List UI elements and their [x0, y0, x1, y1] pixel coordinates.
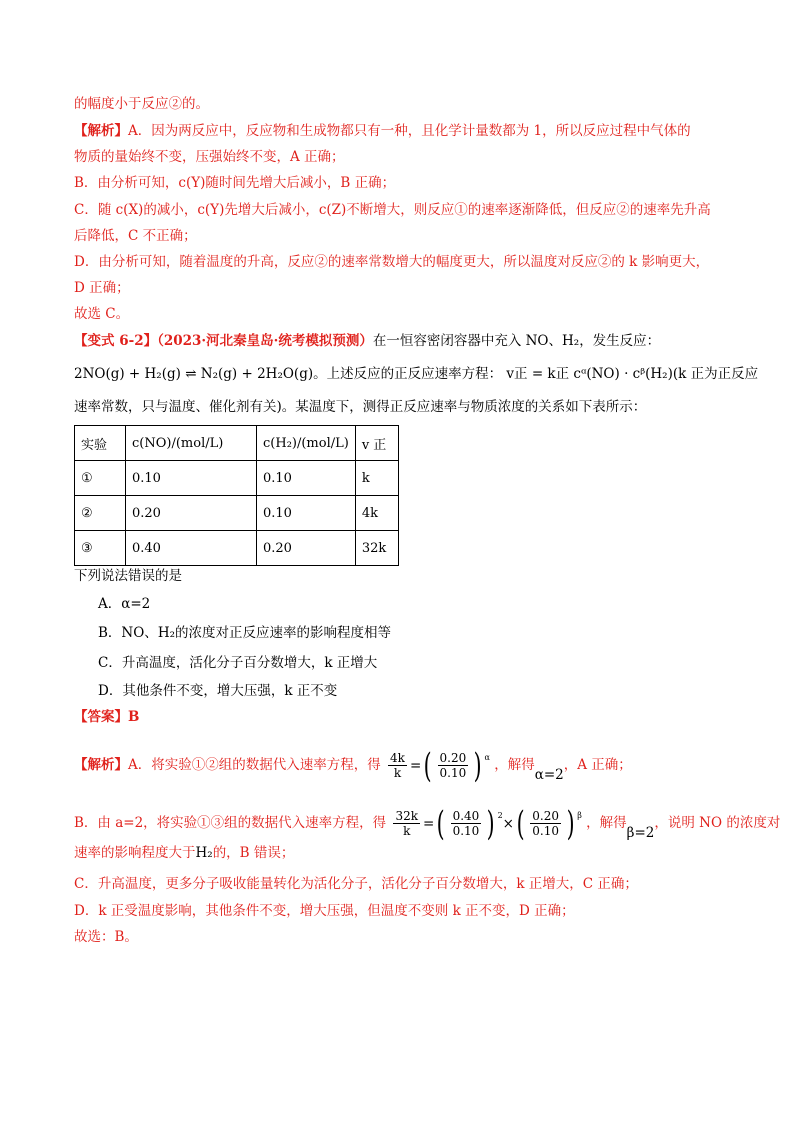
option-text: B．NO、: [98, 625, 158, 641]
table-header-row: [75, 426, 399, 461]
analysis-line: [74, 121, 691, 141]
option-d: D．其他条件不变，增大压强，k 正不变: [98, 683, 338, 699]
text-line: 速率常数，只与温度、催化剂有关)。某温度下，测得正反应速率与物质浓度的关系如下表所示：: [74, 399, 647, 415]
table-cell: 0.20: [257, 531, 356, 566]
table-header: c(H₂)/(mol/L): [257, 426, 356, 461]
fraction-denominator: 0.10: [439, 766, 467, 780]
result-value: α=2: [534, 767, 564, 783]
table-header: c(NO)/(mol/L): [126, 426, 257, 461]
text-line: 后降低，C 不正确；: [74, 228, 197, 244]
question-stem: 下列说法错误的是: [74, 568, 182, 584]
fraction-numerator: 32k: [395, 809, 419, 823]
fraction-numerator: 0.40: [452, 809, 480, 823]
exponent: α: [484, 752, 490, 762]
h2-formula: H₂: [157, 625, 175, 641]
fraction-denominator: 0.10: [452, 824, 480, 838]
question-text: 。上述反应的正反应速率方程：: [313, 366, 503, 382]
variant-source: （2023·河北秦皇岛·统考模拟预测）: [157, 333, 373, 349]
table-row: [75, 531, 399, 566]
table-cell: ①: [75, 461, 126, 496]
table-header: v 正: [355, 426, 398, 461]
equation-b: $\frac{32k}{k}$ = ( $\frac{0.40}{0.10}$ ) 2 × ( $\frac{0.20}{0.10}$ ) β: [390, 794, 581, 854]
table-cell: 0.10: [257, 496, 356, 531]
answer-value: B: [128, 709, 140, 725]
text-line: D．由分析可知，随着温度的升高，反应②的速率常数增大的幅度更大，所以温度对反应②的 k 影响更大，: [74, 254, 710, 270]
table-cell: 0.10: [126, 461, 257, 496]
table-cell: k: [355, 461, 398, 496]
fraction-numerator: 4k: [390, 751, 405, 765]
variant-label: 【变式 6-2】: [74, 333, 158, 349]
text-line: 故选：B。: [74, 929, 138, 945]
analysis-text: B．由 a=2，将实验①③组的数据代入速率方程，得: [74, 815, 387, 831]
text-line: 故选 C。: [74, 306, 130, 322]
table-cell: 4k: [355, 496, 398, 531]
analysis-text: ，解得: [586, 815, 627, 831]
text-line: B．由分析可知，c(Y)随时间先增大后减小，B 正确；: [74, 175, 396, 191]
question-text: ，发生反应：: [579, 333, 661, 349]
reaction-line: [74, 364, 758, 384]
fraction-denominator: k: [393, 766, 402, 780]
text-line: C．随 c(X)的减小，c(Y)先增大后减小，c(Z)不断增大，则反应①的速率逐渐降低，但反应②的速率先升高: [74, 202, 711, 218]
text-line: C．升高温度，更多分子吸收能量转化为活化分子，活化分子百分数增大，k 正增大，C 正确；: [74, 876, 638, 892]
equation-a: $\frac{4k}{k}$ = ( $\frac{0.20}{0.10}$ ) α: [385, 736, 490, 796]
question-text: 在一恒容密闭容器中充入 NO、: [372, 333, 562, 349]
rate-equation: v正 = k正 cᵅ(NO) · cᵝ(H₂): [506, 366, 673, 382]
analysis-text: A．将实验①②组的数据代入速率方程，得: [128, 757, 381, 773]
fraction-denominator: 0.10: [532, 824, 559, 838]
equals-sign: =: [409, 757, 422, 774]
option-text: 的浓度对正反应速率的影响程度相等: [175, 625, 391, 641]
h2-formula: H₂: [562, 333, 580, 349]
analysis-text: ，解得: [494, 757, 535, 773]
text-line: D 正确；: [74, 280, 130, 296]
analysis-label: 【解析】: [74, 757, 128, 773]
text-line: D．k 正受温度影响，其他条件不变，增大压强，但温度不变则 k 正不变，D 正确；: [74, 903, 575, 919]
analysis-text: ，A 正确；: [563, 757, 632, 773]
table-cell: ③: [75, 531, 126, 566]
analysis-label: 【解析】: [74, 123, 128, 139]
analysis-text: A．因为两反应中，反应物和生成物都只有一种，且化学计量数都为 1，所以反应过程中气体的: [128, 123, 691, 139]
table-cell: 0.40: [126, 531, 257, 566]
analysis-a-line: [74, 735, 632, 795]
option-b: [98, 623, 391, 643]
table-header: 实验: [75, 426, 126, 461]
text-line: 物质的量始终不变，压强始终不变，A 正确；: [74, 149, 345, 165]
fraction-denominator: k: [403, 824, 411, 838]
answer-label: 【答案】: [74, 709, 128, 725]
table-cell: 0.20: [126, 496, 257, 531]
analysis-b-line2: [74, 843, 294, 863]
exponent: β: [577, 810, 582, 820]
answer-line: [74, 707, 139, 727]
h2-formula: H₂: [195, 845, 213, 861]
table-row: [75, 496, 399, 531]
table-cell: 0.10: [257, 461, 356, 496]
text-line: 的幅度小于反应②的。: [74, 96, 209, 112]
variant-question-line: [74, 331, 660, 351]
exponent: 2: [497, 810, 503, 820]
question-text: (k 正为正反应: [672, 366, 759, 382]
reaction-equation: 2NO(g) + H₂(g) ⇌ N₂(g) + 2H₂O(g): [74, 366, 314, 382]
option-c: C．升高温度，活化分子百分数增大，k 正增大: [98, 655, 378, 671]
table-row: [75, 461, 399, 496]
fraction-numerator: 0.20: [439, 751, 467, 765]
fraction-numerator: 0.20: [532, 809, 559, 823]
analysis-text: 速率的影响程度大于: [74, 845, 196, 861]
equals-sign: =: [423, 815, 435, 832]
analysis-text: 的，B 错误；: [212, 845, 295, 861]
result-value: β=2: [626, 825, 655, 841]
times-sign: ×: [502, 815, 514, 832]
table-cell: ②: [75, 496, 126, 531]
option-a: A．α=2: [98, 596, 151, 612]
data-table: [74, 425, 399, 566]
table-cell: 32k: [355, 531, 398, 566]
analysis-text: ，说明 NO 的浓度对: [654, 815, 781, 831]
